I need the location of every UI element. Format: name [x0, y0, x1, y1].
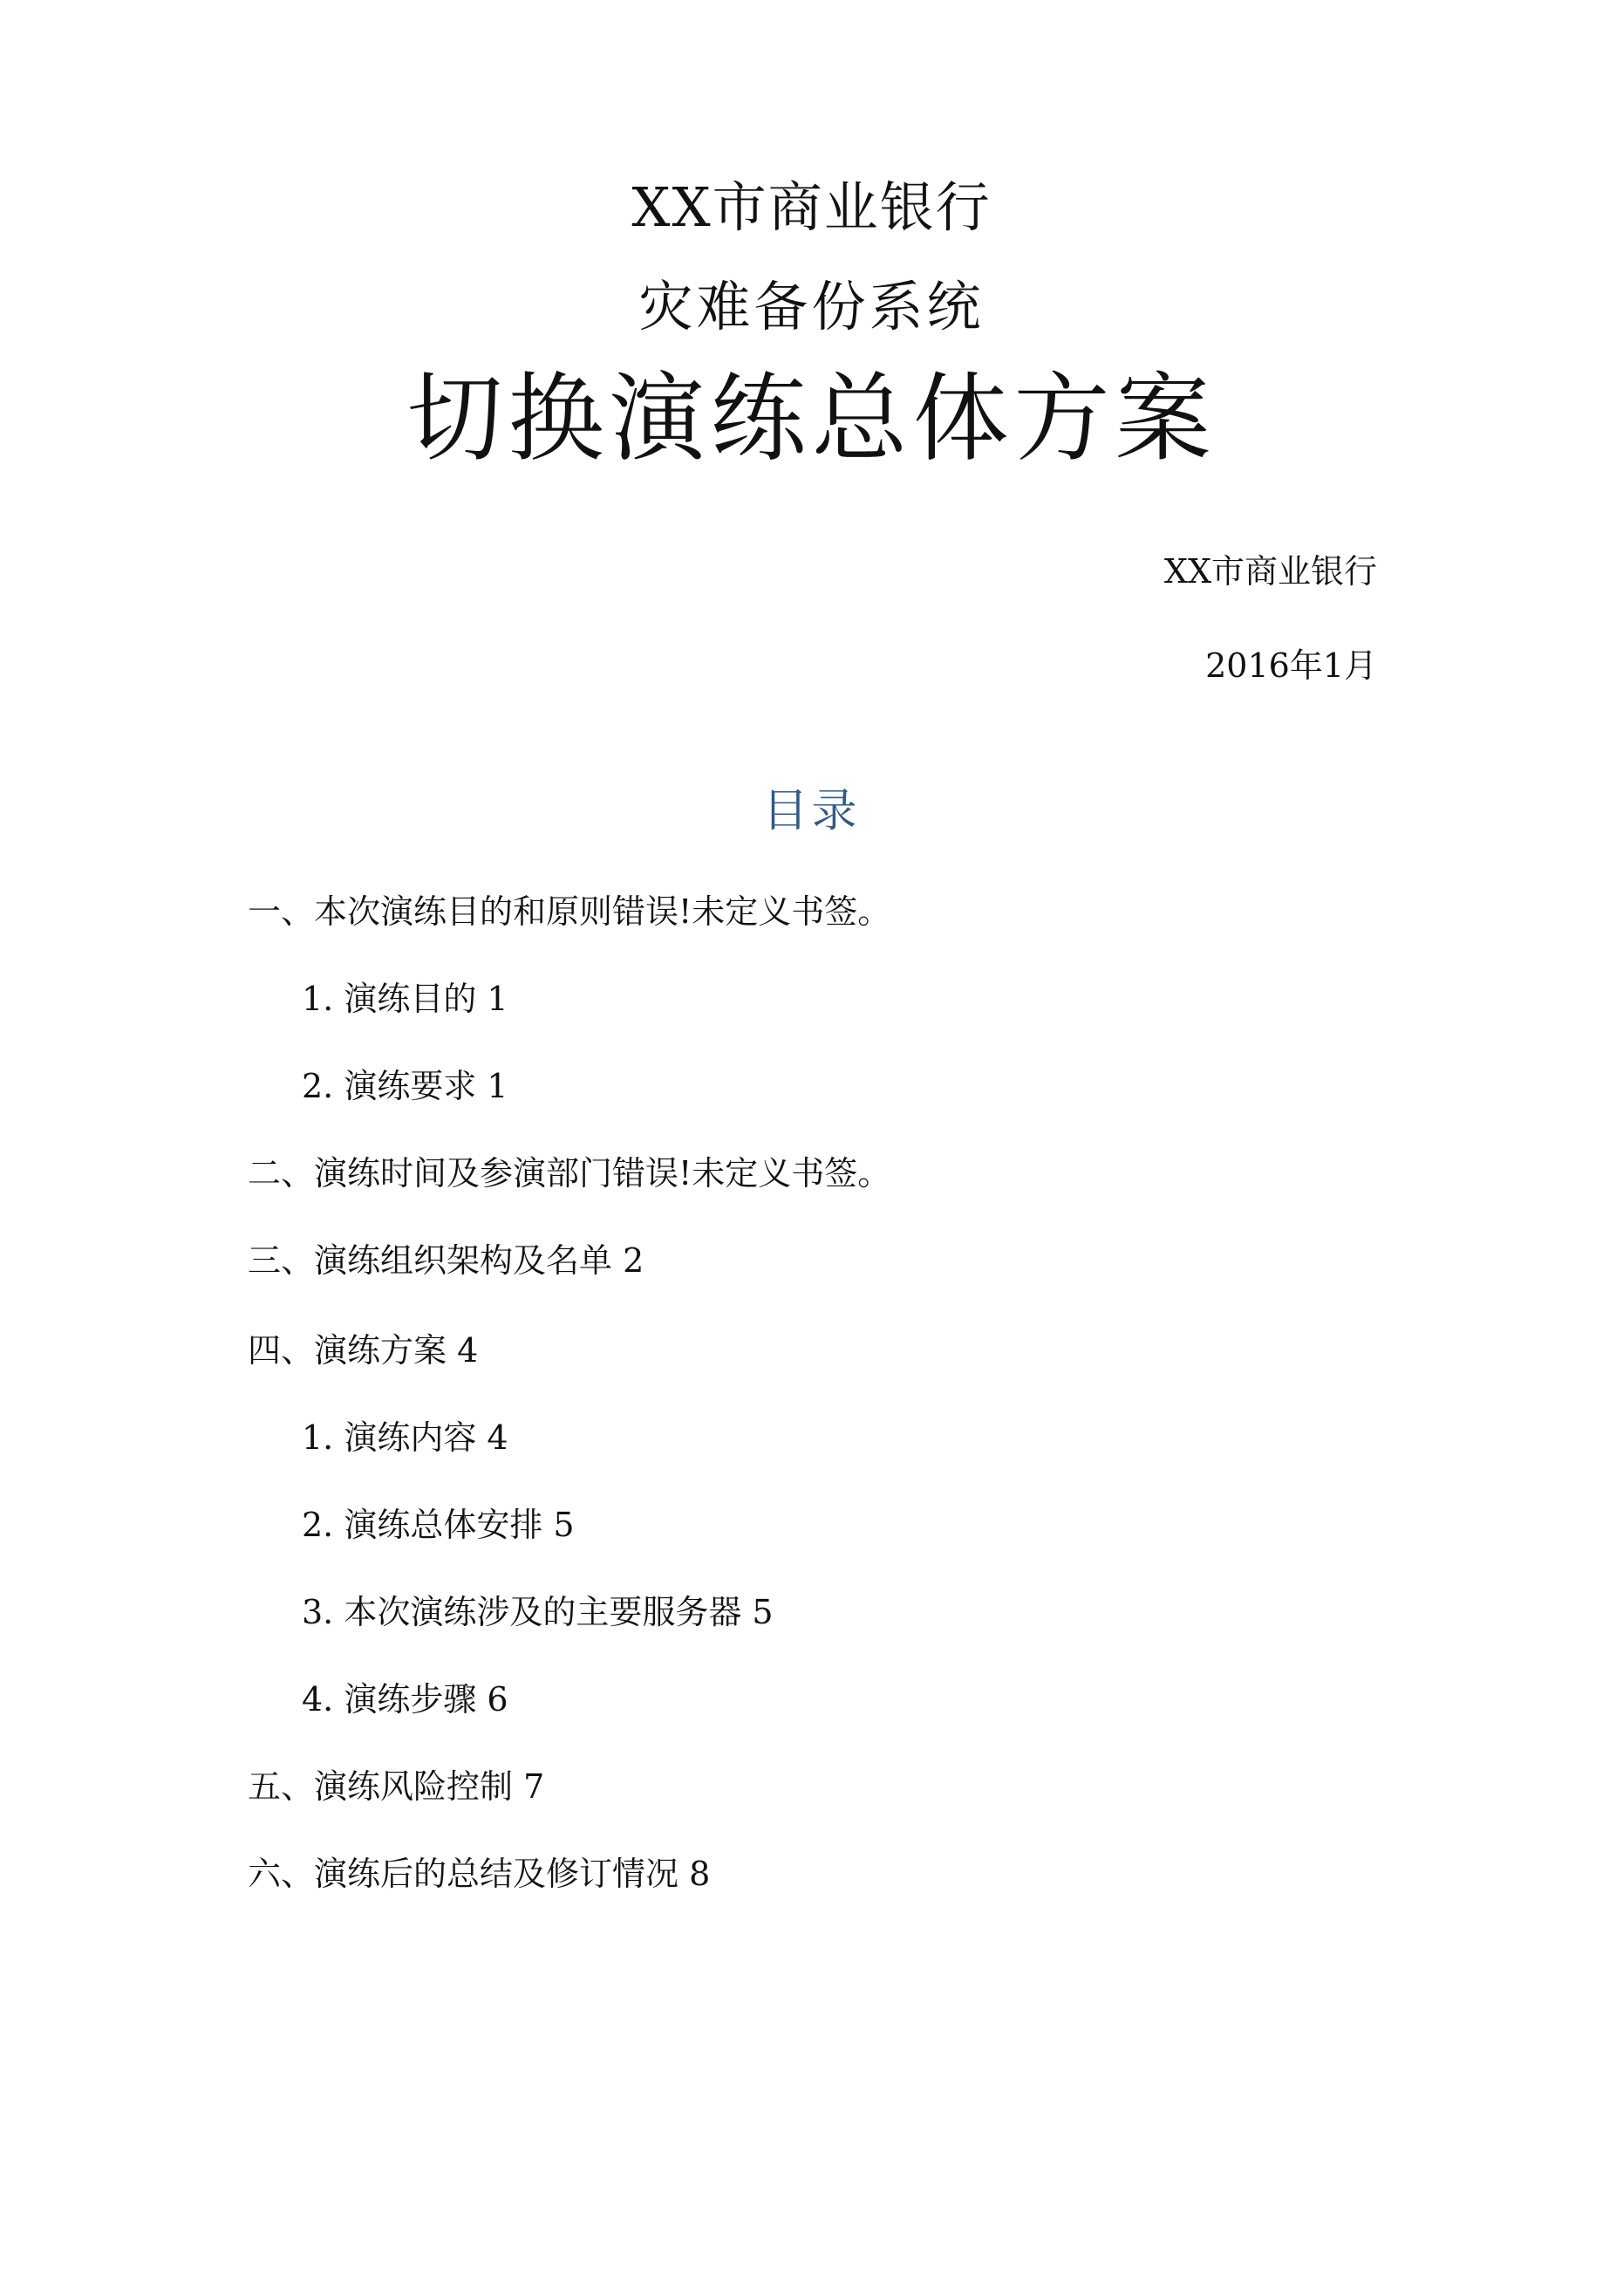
- toc-entry[interactable]: 1. 演练目的 1: [302, 980, 508, 1018]
- toc-entry[interactable]: 4. 演练步骤 6: [302, 1680, 508, 1719]
- toc-entry[interactable]: 五、演练风险控制 7: [248, 1767, 545, 1806]
- toc-heading: 目录: [762, 785, 861, 837]
- toc-entry[interactable]: 六、演练后的总结及修订情况 8: [248, 1855, 711, 1893]
- document-title: 切换演练总体方案: [406, 363, 1217, 475]
- toc-entry[interactable]: 1. 演练内容 4: [302, 1418, 508, 1457]
- toc-entry[interactable]: 四、演练方案 4: [248, 1331, 479, 1370]
- toc-entry[interactable]: 二、演练时间及参演部门错误!未定义书签。: [248, 1154, 891, 1192]
- title-bank-name: XX市商业银行: [631, 175, 992, 239]
- toc-entry[interactable]: 三、演练组织架构及名单 2: [248, 1241, 644, 1280]
- toc-entry[interactable]: 3. 本次演练涉及的主要服务器 5: [302, 1593, 774, 1631]
- issuing-organization: XX市商业银行: [1163, 552, 1377, 591]
- title-system-name: 灾难备份系统: [638, 275, 985, 338]
- toc-entry[interactable]: 2. 演练要求 1: [302, 1067, 508, 1105]
- toc-entry[interactable]: 一、本次演练目的和原则错误!未定义书签。: [248, 892, 891, 931]
- toc-entry[interactable]: 2. 演练总体安排 5: [302, 1506, 575, 1544]
- issue-date: 2016年1月: [1205, 646, 1377, 685]
